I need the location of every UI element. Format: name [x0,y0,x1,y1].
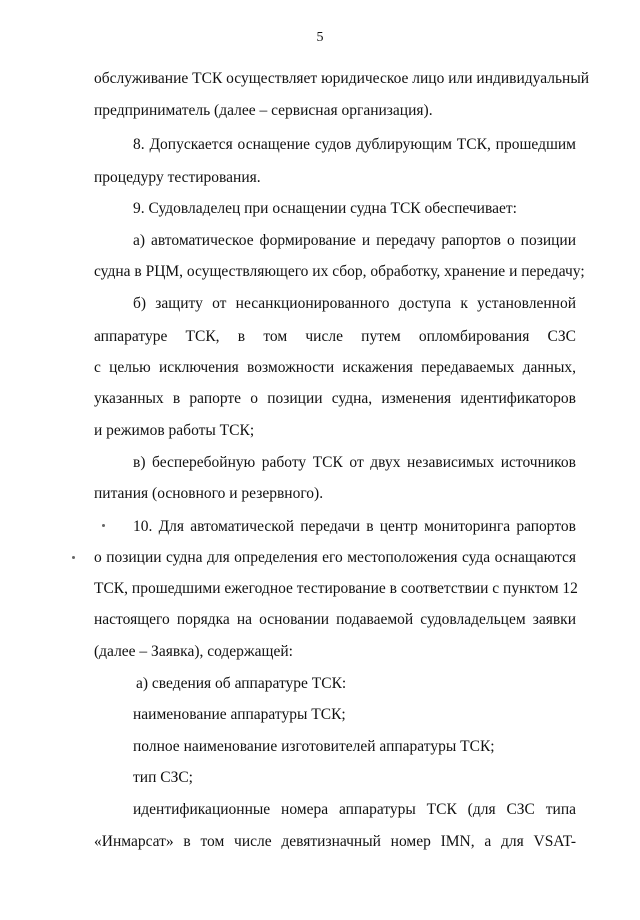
text-line: а) сведения об аппаратуре ТСК: [136,675,347,692]
text-line: 9. Судовладелец при оснащении судна ТСК обеспечивает: [133,200,517,217]
text-line: (далее – Заявка), содержащей: [94,643,293,660]
scan-speck [102,524,105,527]
text-line: аппаратуре ТСК, в том числе путем опломбирования СЗС [94,328,576,345]
text-line: настоящего порядка на основании подаваемой судовладельцем заявки [94,611,576,628]
text-line: идентификационные номера аппаратуры ТСК (для СЗС типа [133,801,576,818]
text-line: б) защиту от несанкционированного доступа к установленной [133,295,576,312]
text-line: указанных в рапорте о позиции судна, изменения идентификаторов [94,390,576,407]
text-line: 8. Допускается оснащение судов дублирующим ТСК, прошедшим [133,136,576,153]
text-line: полное наименование изготовителей аппаратуры ТСК; [133,738,495,755]
text-line: питания (основного и резервного). [94,485,324,502]
text-line: «Инмарсат» в том числе девятизначный номер IMN, а для VSAT- [94,833,576,850]
text-line: обслуживание ТСК осуществляет юридическое лицо или индивидуальный [94,70,590,87]
text-line: наименование аппаратуры ТСК; [133,706,346,723]
text-line: процедуру тестирования. [94,169,261,186]
text-line: судна в РЦМ, осуществляющего их сбор, обработку, хранение и передачу; [94,263,585,280]
text-line: с целью исключения возможности искажения передаваемых данных, [94,359,576,376]
text-line: а) автоматическое формирование и передачу рапортов о позиции [133,232,576,249]
scan-speck [72,556,75,559]
text-line: и режимов работы ТСК; [94,422,255,439]
text-line: 10. Для автоматической передачи в центр мониторинга рапортов [133,518,576,535]
text-line: предприниматель (далее – сервисная организация). [94,102,433,119]
text-line: тип СЗС; [133,769,193,786]
text-line: о позиции судна для определения его местоположения суда оснащаются [94,549,576,566]
text-line: ТСК, прошедшими ежегодное тестирование в соответствии с пунктом 12 [94,580,578,597]
page-number: 5 [316,30,324,45]
text-line: в) бесперебойную работу ТСК от двух независимых источников [133,454,576,471]
